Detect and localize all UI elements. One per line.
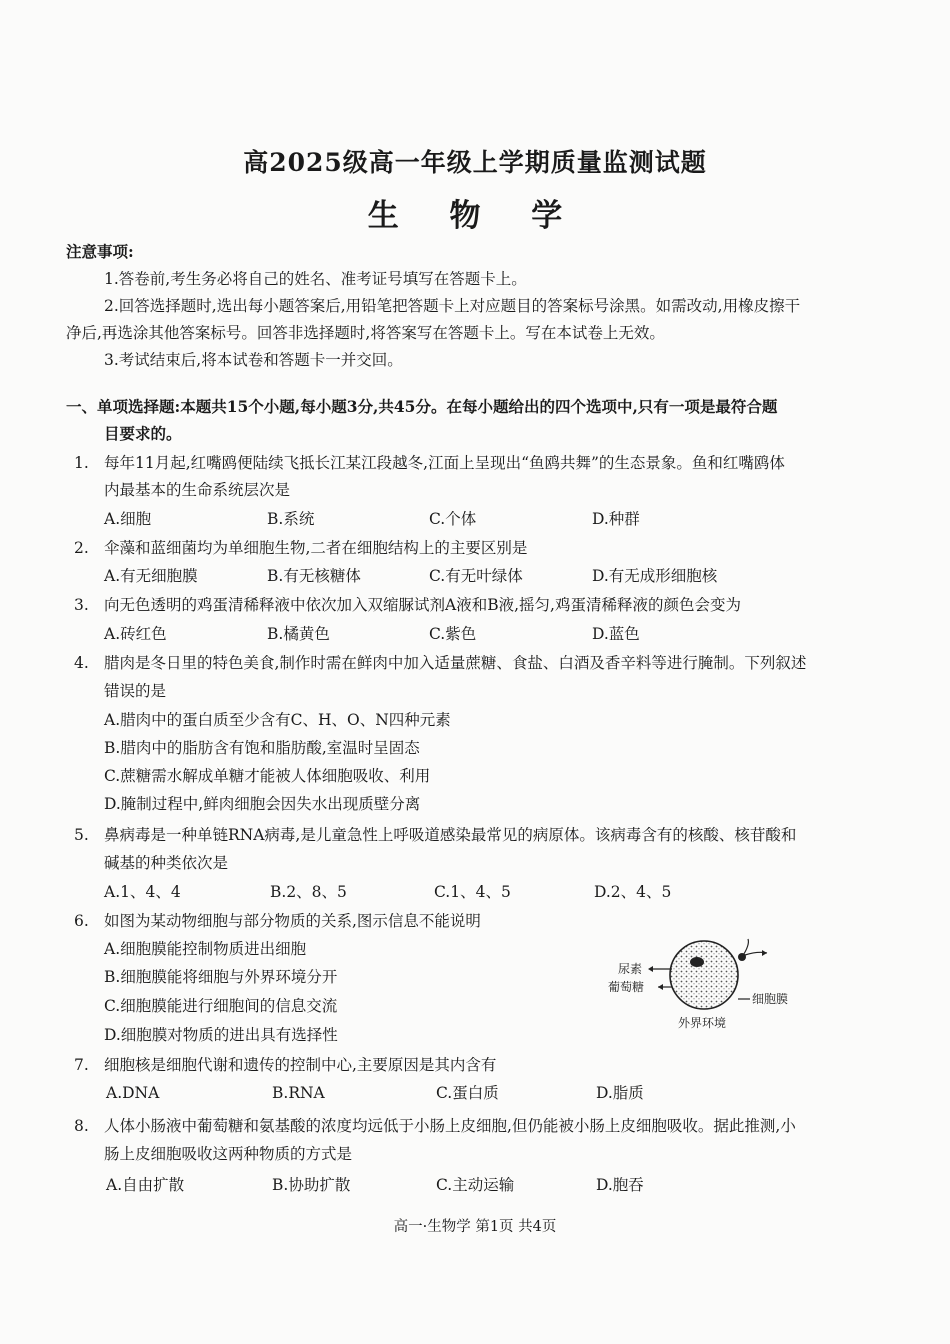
question-4-stem-line-2: 错误的是 [104,682,167,700]
cell-membrane-diagram [600,935,810,1035]
arrowhead [762,950,767,956]
question-2-stem: 伞藻和蓝细菌均为单细胞生物,二者在细胞结构上的主要区别是 [104,539,528,557]
label-environment: 外界环境 [678,1016,727,1030]
arrowhead [648,966,653,972]
question-7-option-b: B.RNA [272,1084,325,1102]
question-1-stem-line-1: 每年11月起,红嘴鸥便陆续飞抵长江某江段越冬,江面上呈现出“鱼鸥共舞”的生态景象。鱼和红嘴鸥体 [104,454,785,472]
question-6-stem: 如图为某动物细胞与部分物质的关系,图示信息不能说明 [104,912,481,930]
question-5-option-d: D.2、4、5 [594,883,672,901]
notice-item-1: 1.答卷前,考生务必将自己的姓名、准考证号填写在答题卡上。 [104,270,527,288]
question-3-option-b: B.橘黄色 [267,625,330,643]
question-7-option-c: C.蛋白质 [436,1084,499,1102]
question-5-option-a: A.1、4、4 [104,883,181,901]
notice-heading: 注意事项: [66,242,134,261]
notice-item-3: 3.考试结束后,将本试卷和答题卡一并交回。 [104,351,403,369]
question-5-stem-line-2: 碱基的种类依次是 [104,854,229,872]
question-5-option-b: B.2、8、5 [270,883,347,901]
notice-item-2-line-2: 净后,再选涂其他答案标号。回答非选择题时,将答案写在答题卡上。写在本试卷上无效。 [66,324,665,342]
question-7-option-d: D.脂质 [596,1084,644,1102]
question-number: 2. [74,539,89,557]
question-5-stem-line-1: 鼻病毒是一种单链RNA病毒,是儿童急性上呼吸道感染最常见的病原体。该病毒含有的核酸、核苷酸和 [104,826,797,844]
question-4-option-c: C.蔗糖需水解成单糖才能被人体细胞吸收、利用 [104,767,431,785]
question-8-stem-line-2: 肠上皮细胞吸收这两种物质的方式是 [104,1145,353,1163]
question-number: 7. [74,1056,89,1074]
question-8-option-c: C.主动运输 [436,1176,515,1194]
question-number: 4. [74,654,89,672]
question-6-option-c: C.细胞膜能进行细胞间的信息交流 [104,997,338,1015]
question-2-option-d: D.有无成形细胞核 [592,567,718,585]
section-1-line-1: 一、单项选择题:本题共15个小题,每小题3分,共45分。在每小题给出的四个选项中,只有一项是最符合题 [66,397,778,416]
question-8-option-d: D.胞吞 [596,1176,644,1194]
question-1-option-c: C.个体 [429,510,477,528]
cell-nucleus [690,957,704,967]
question-6-option-a: A.细胞膜能控制物质进出细胞 [104,940,307,958]
question-3-option-d: D.蓝色 [592,625,640,643]
exam-title: 高2025级高一年级上学期质量监测试题 [243,148,707,177]
question-7-stem: 细胞核是细胞代谢和遗传的控制中心,主要原因是其内含有 [104,1056,497,1074]
label-membrane: 细胞膜 [752,992,789,1006]
question-6-option-d: D.细胞膜对物质的进出具有选择性 [104,1026,338,1044]
label-glucose: 葡萄糖 [608,980,645,994]
arrowhead [658,984,663,990]
page-footer: 高一·生物学 第1页 共4页 [393,1219,557,1235]
question-1-option-b: B.系统 [267,510,315,528]
question-1-stem-line-2: 内最基本的生命系统层次是 [104,481,291,499]
question-8-stem-line-1: 人体小肠液中葡萄糖和氨基酸的浓度均远低于小肠上皮细胞,但仍能被小肠上皮细胞吸收。据此推测,小 [104,1117,796,1135]
subject-title: 生 物 学 [367,198,583,234]
question-number: 1. [74,454,89,472]
notice-item-2-line-1: 2.回答选择题时,选出每小题答案后,用铅笔把答题卡上对应题目的答案标号涂黑。如需改动,用橡皮擦干 [104,297,801,315]
question-8-option-b: B.协助扩散 [272,1176,351,1194]
question-3-stem: 向无色透明的鸡蛋清稀释液中依次加入双缩脲试剂A液和B液,摇匀,鸡蛋清稀释液的颜色会变为 [104,596,741,614]
cell-circle [670,941,738,1009]
question-2-option-a: A.有无细胞膜 [104,567,198,585]
question-3-option-a: A.砖红色 [104,625,167,643]
question-number: 6. [74,912,89,930]
question-4-option-b: B.腊肉中的脂肪含有饱和脂肪酸,室温时呈固态 [104,739,420,757]
question-4-option-a: A.腊肉中的蛋白质至少含有C、H、O、N四种元素 [104,711,451,729]
question-1-option-a: A.细胞 [104,510,152,528]
question-6-option-b: B.细胞膜能将细胞与外界环境分开 [104,968,338,986]
section-1-line-2: 目要求的。 [104,424,182,443]
question-4-stem-line-1: 腊肉是冬日里的特色美食,制作时需在鲜肉中加入适量蔗糖、食盐、白酒及香辛料等进行腌制。下列叙述 [104,654,807,672]
question-4-option-d: D.腌制过程中,鲜肉细胞会因失水出现质壁分离 [104,795,421,813]
question-number: 5. [74,826,89,844]
question-5-option-c: C.1、4、5 [434,883,511,901]
question-7-option-a: A.DNA [106,1084,160,1102]
question-3-option-c: C.紫色 [429,625,477,643]
question-2-option-c: C.有无叶绿体 [429,567,523,585]
label-urea: 尿素 [618,962,643,976]
question-2-option-b: B.有无核糖体 [267,567,361,585]
question-8-option-a: A.自由扩散 [106,1176,185,1194]
question-number: 8. [74,1117,89,1135]
question-1-option-d: D.种群 [592,510,640,528]
question-number: 3. [74,596,89,614]
